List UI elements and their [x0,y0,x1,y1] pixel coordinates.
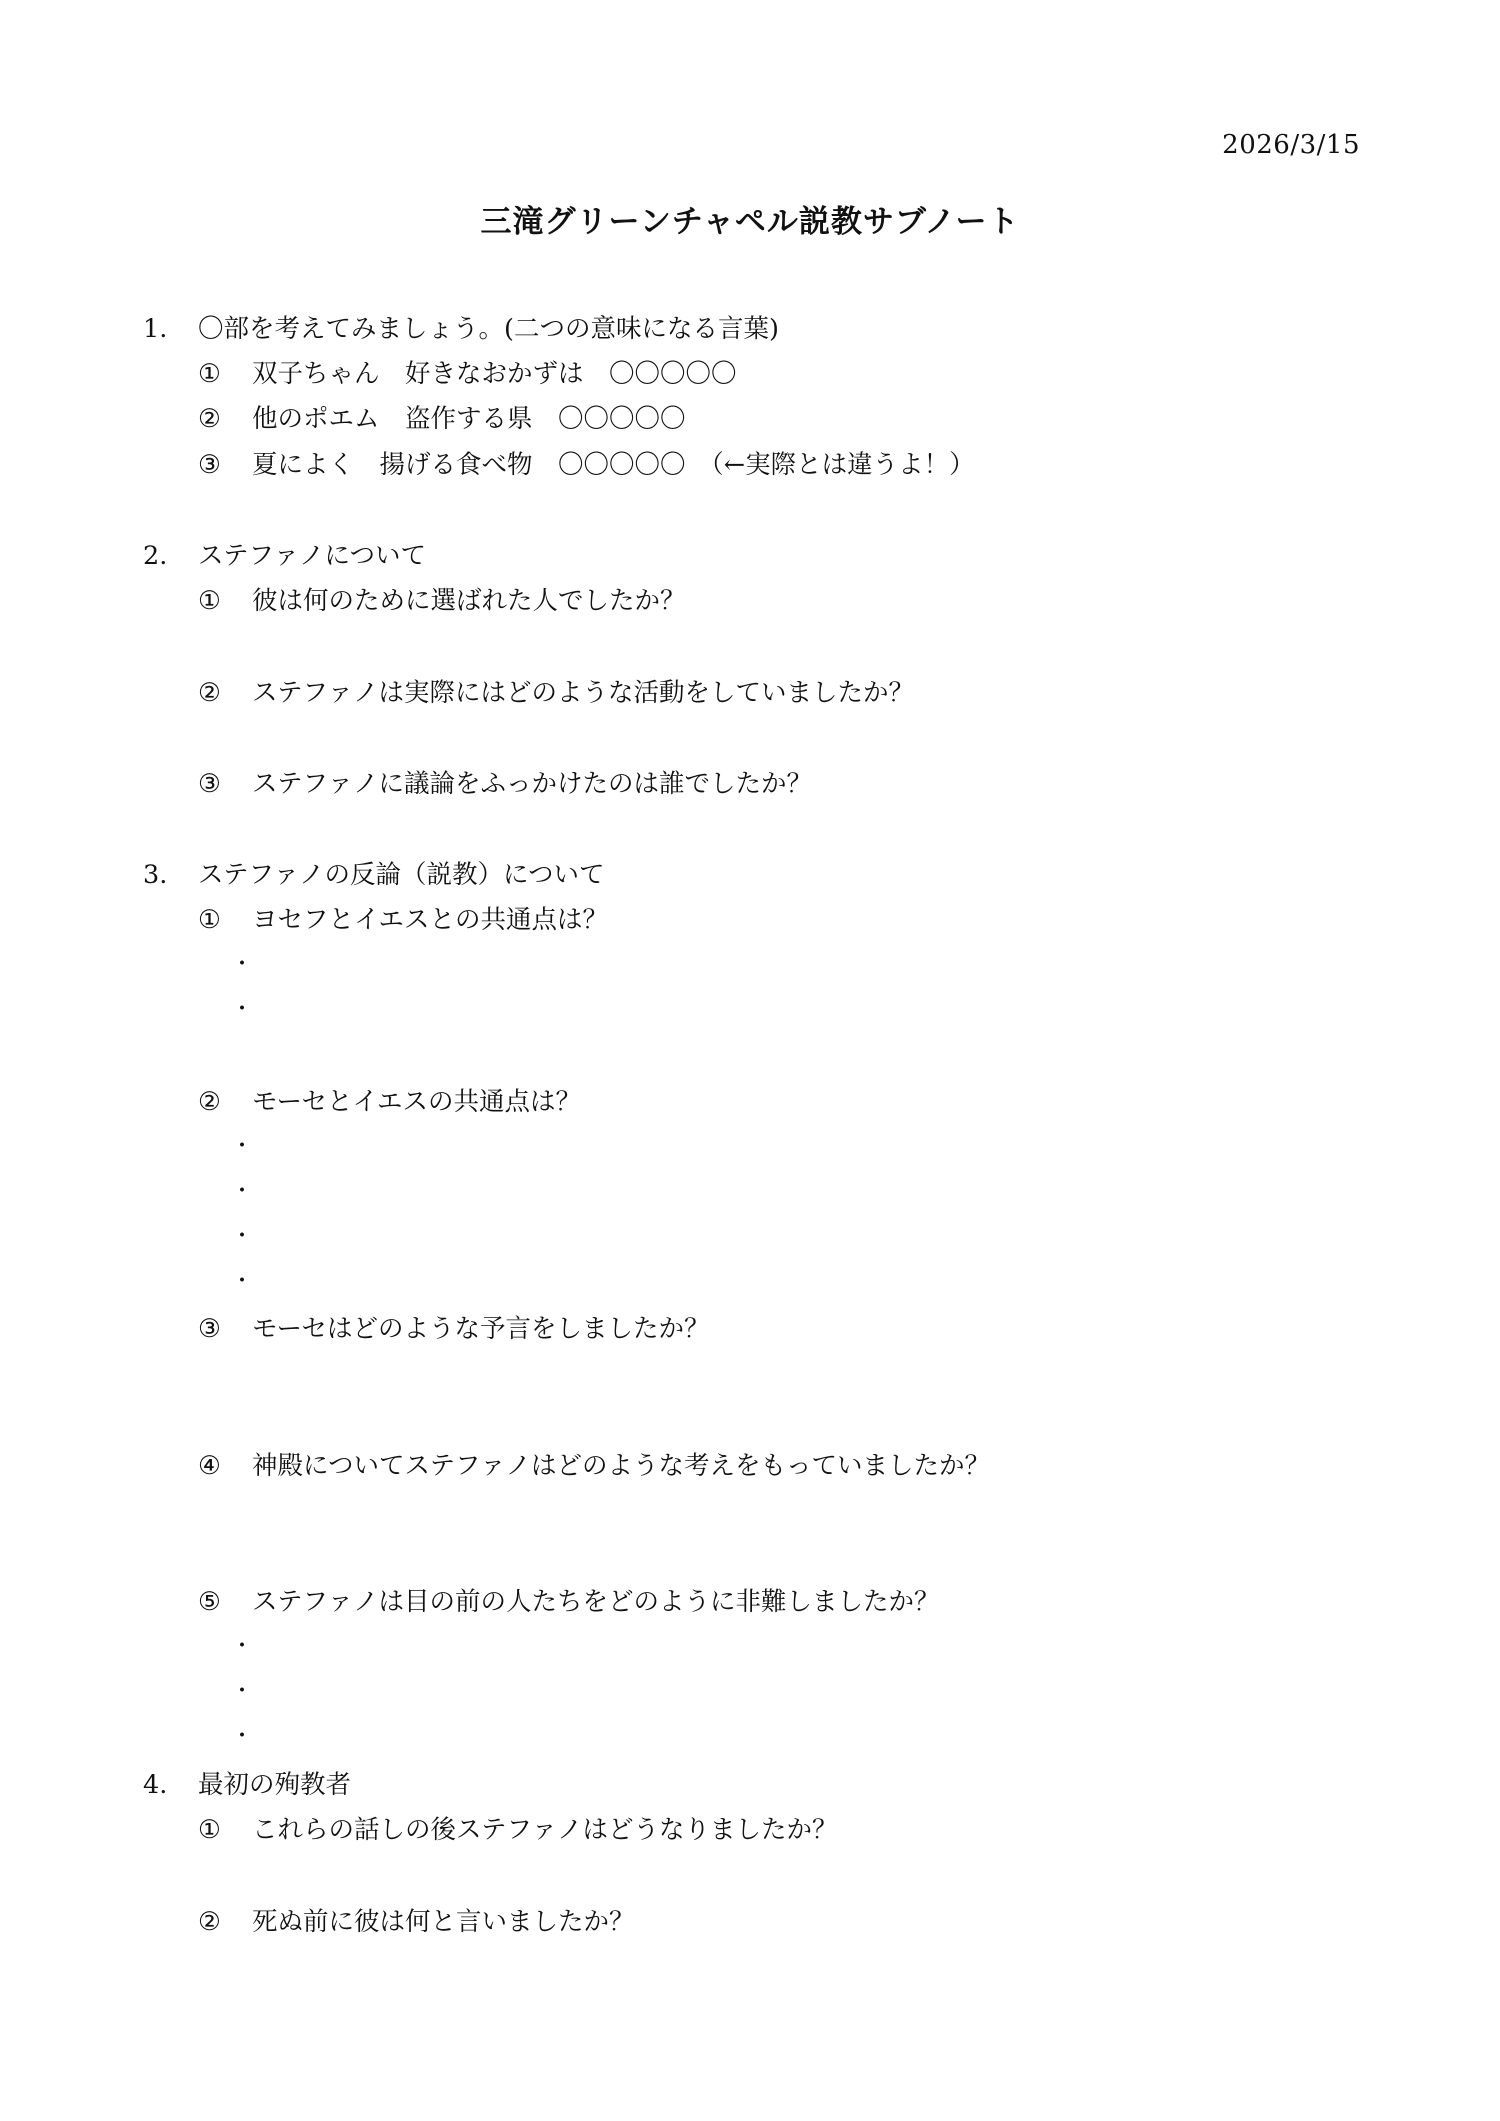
question-number: ② [198,1087,221,1117]
section-number: 4. [143,1770,168,1800]
bullet-dot: ・ [231,997,254,1022]
document-date: 2026/3/15 [1222,130,1360,160]
section-title: 〇部を考えてみましょう。(二つの意味になる言葉) [198,314,779,344]
section-title: ステファノについて [198,541,426,571]
bullet-dot: ・ [231,1179,254,1204]
question-number: ① [198,359,221,389]
section-number: 3. [143,860,168,890]
question-number: ③ [198,769,221,799]
question-number: ④ [198,1451,221,1481]
question-text: モーセとイエスの共通点は？ [252,1087,581,1117]
question-number: ③ [198,1314,221,1344]
bullet-dot: ・ [231,952,254,977]
question-text: 他のポエム 盗作する県 〇〇〇〇〇 [252,404,686,434]
question-text: 死ぬ前に彼は何と言いましたか？ [252,1907,635,1937]
question-text: 神殿についてステファノはどのような考えをもっていましたか？ [252,1451,990,1481]
section-number: 1. [143,314,168,344]
question-text: 彼は何のために選ばれた人でしたか？ [252,586,686,616]
question-number: ① [198,586,221,616]
bullet-dot: ・ [231,1679,254,1704]
question-text: ステファノに議論をふっかけたのは誰でしたか？ [252,769,812,799]
section-title: 最初の殉教者 [198,1770,352,1800]
bullet-dot: ・ [231,1134,254,1159]
question-text: ヨセフとイエスとの共通点は？ [252,905,608,935]
question-number: ② [198,404,221,434]
question-text: モーセはどのような予言をしましたか？ [252,1314,710,1344]
question-number: ⑤ [198,1587,221,1617]
question-text: 夏によく 揚げる食べ物 〇〇〇〇〇 （←実際とは違うよ！） [252,450,975,480]
question-number: ③ [198,450,221,480]
question-text: ステファノは目の前の人たちをどのように非難しましたか？ [252,1587,940,1617]
bullet-dot: ・ [231,1634,254,1659]
section-title: ステファノの反論（説教）について [198,860,605,890]
question-number: ② [198,678,221,708]
question-number: ② [198,1907,221,1937]
bullet-dot: ・ [231,1269,254,1294]
question-text: これらの話しの後ステファノはどうなりましたか？ [252,1815,838,1845]
question-text: ステファノは実際にはどのような活動をしていましたか？ [252,678,914,708]
section-number: 2. [143,541,168,571]
question-number: ① [198,905,221,935]
bullet-dot: ・ [231,1724,254,1749]
question-number: ① [198,1815,221,1845]
document-title: 三滝グリーンチャペル説教サブノート [480,204,1020,240]
question-text: 双子ちゃん 好きなおかずは 〇〇〇〇〇 [252,359,737,389]
bullet-dot: ・ [231,1224,254,1249]
